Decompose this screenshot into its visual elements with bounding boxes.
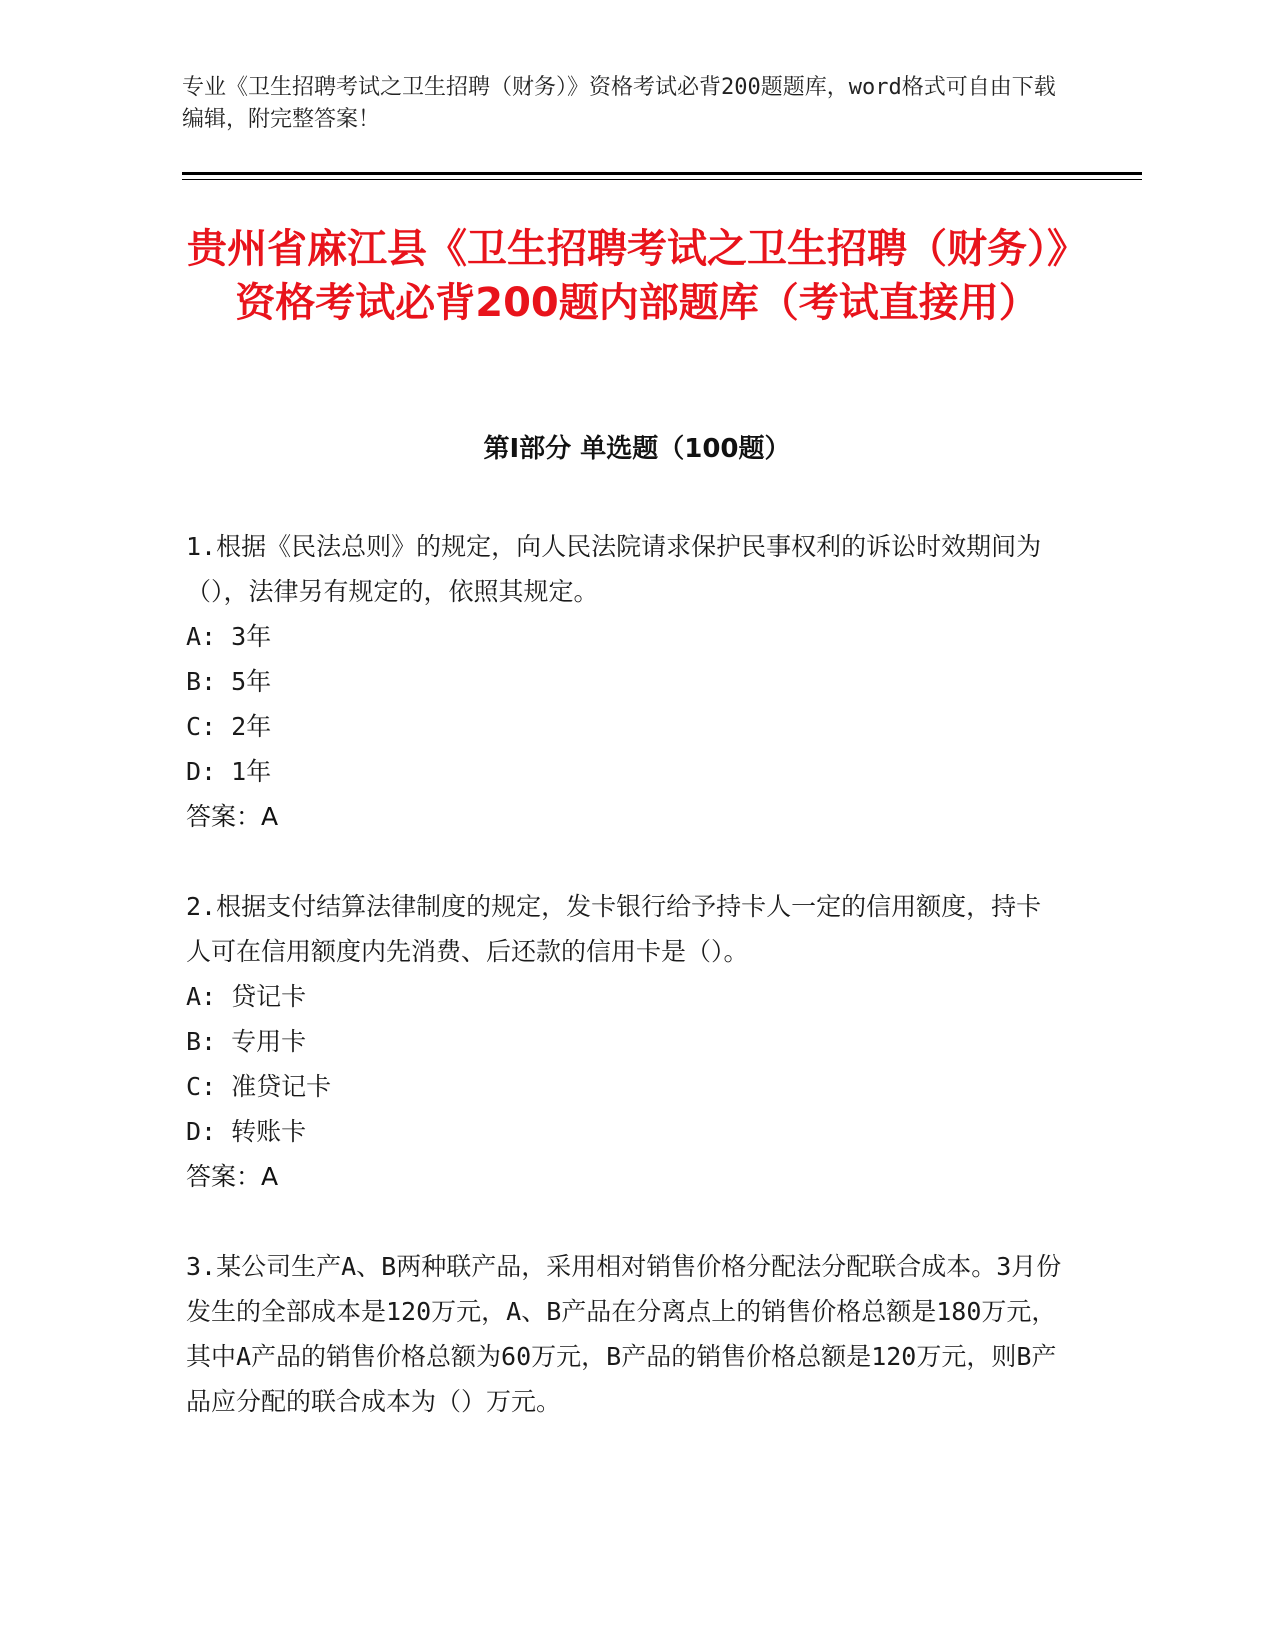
header-rule-thick bbox=[182, 172, 1142, 175]
option-c: C: 2年 bbox=[186, 712, 272, 741]
question-3 bbox=[186, 1244, 1066, 1424]
option-b: B: 5年 bbox=[186, 667, 272, 696]
question-2 bbox=[186, 884, 1066, 1199]
document-title: 贵州省麻江县《卫生招聘考试之卫生招聘（财务）》资格考试必背200题内部题库（考试直接用） bbox=[187, 226, 1087, 326]
option-a: A: 3年 bbox=[186, 622, 272, 651]
option-d: D: 转账卡 bbox=[186, 1117, 307, 1146]
option-c: C: 准贷记卡 bbox=[186, 1072, 332, 1101]
question-stem: 2.根据支付结算法律制度的规定，发卡银行给予持卡人一定的信用额度，持卡人可在信用额度内先消费、后还款的信用卡是（）。 bbox=[186, 892, 1042, 966]
section-title: 第Ⅰ部分 单选题（100题） bbox=[483, 434, 791, 464]
header-rule-thin bbox=[182, 179, 1142, 180]
question-stem: 3.某公司生产A、B两种联产品，采用相对销售价格分配法分配联合成本。3月份发生的全部成本是120万元，A、B产品在分离点上的销售价格总额是180万元，其中A产品的销售价格总额为60万元，B产品的销售价格总额是120万元，则B产品应分配的联合成本为（）万元。 bbox=[186, 1252, 1062, 1416]
answer: 答案：A bbox=[186, 1162, 279, 1191]
answer: 答案：A bbox=[186, 802, 279, 831]
header-note: 专业《卫生招聘考试之卫生招聘（财务）》资格考试必背200题题库，word格式可自由下载编辑，附完整答案！ bbox=[182, 75, 1056, 132]
option-b: B: 专用卡 bbox=[186, 1027, 307, 1056]
question-list bbox=[186, 524, 1066, 1469]
option-d: D: 1年 bbox=[186, 757, 272, 786]
option-a: A: 贷记卡 bbox=[186, 982, 307, 1011]
question-stem: 1.根据《民法总则》的规定，向人民法院请求保护民事权利的诉讼时效期间为（），法律另有规定的，依照其规定。 bbox=[186, 532, 1042, 606]
question-1 bbox=[186, 524, 1066, 839]
